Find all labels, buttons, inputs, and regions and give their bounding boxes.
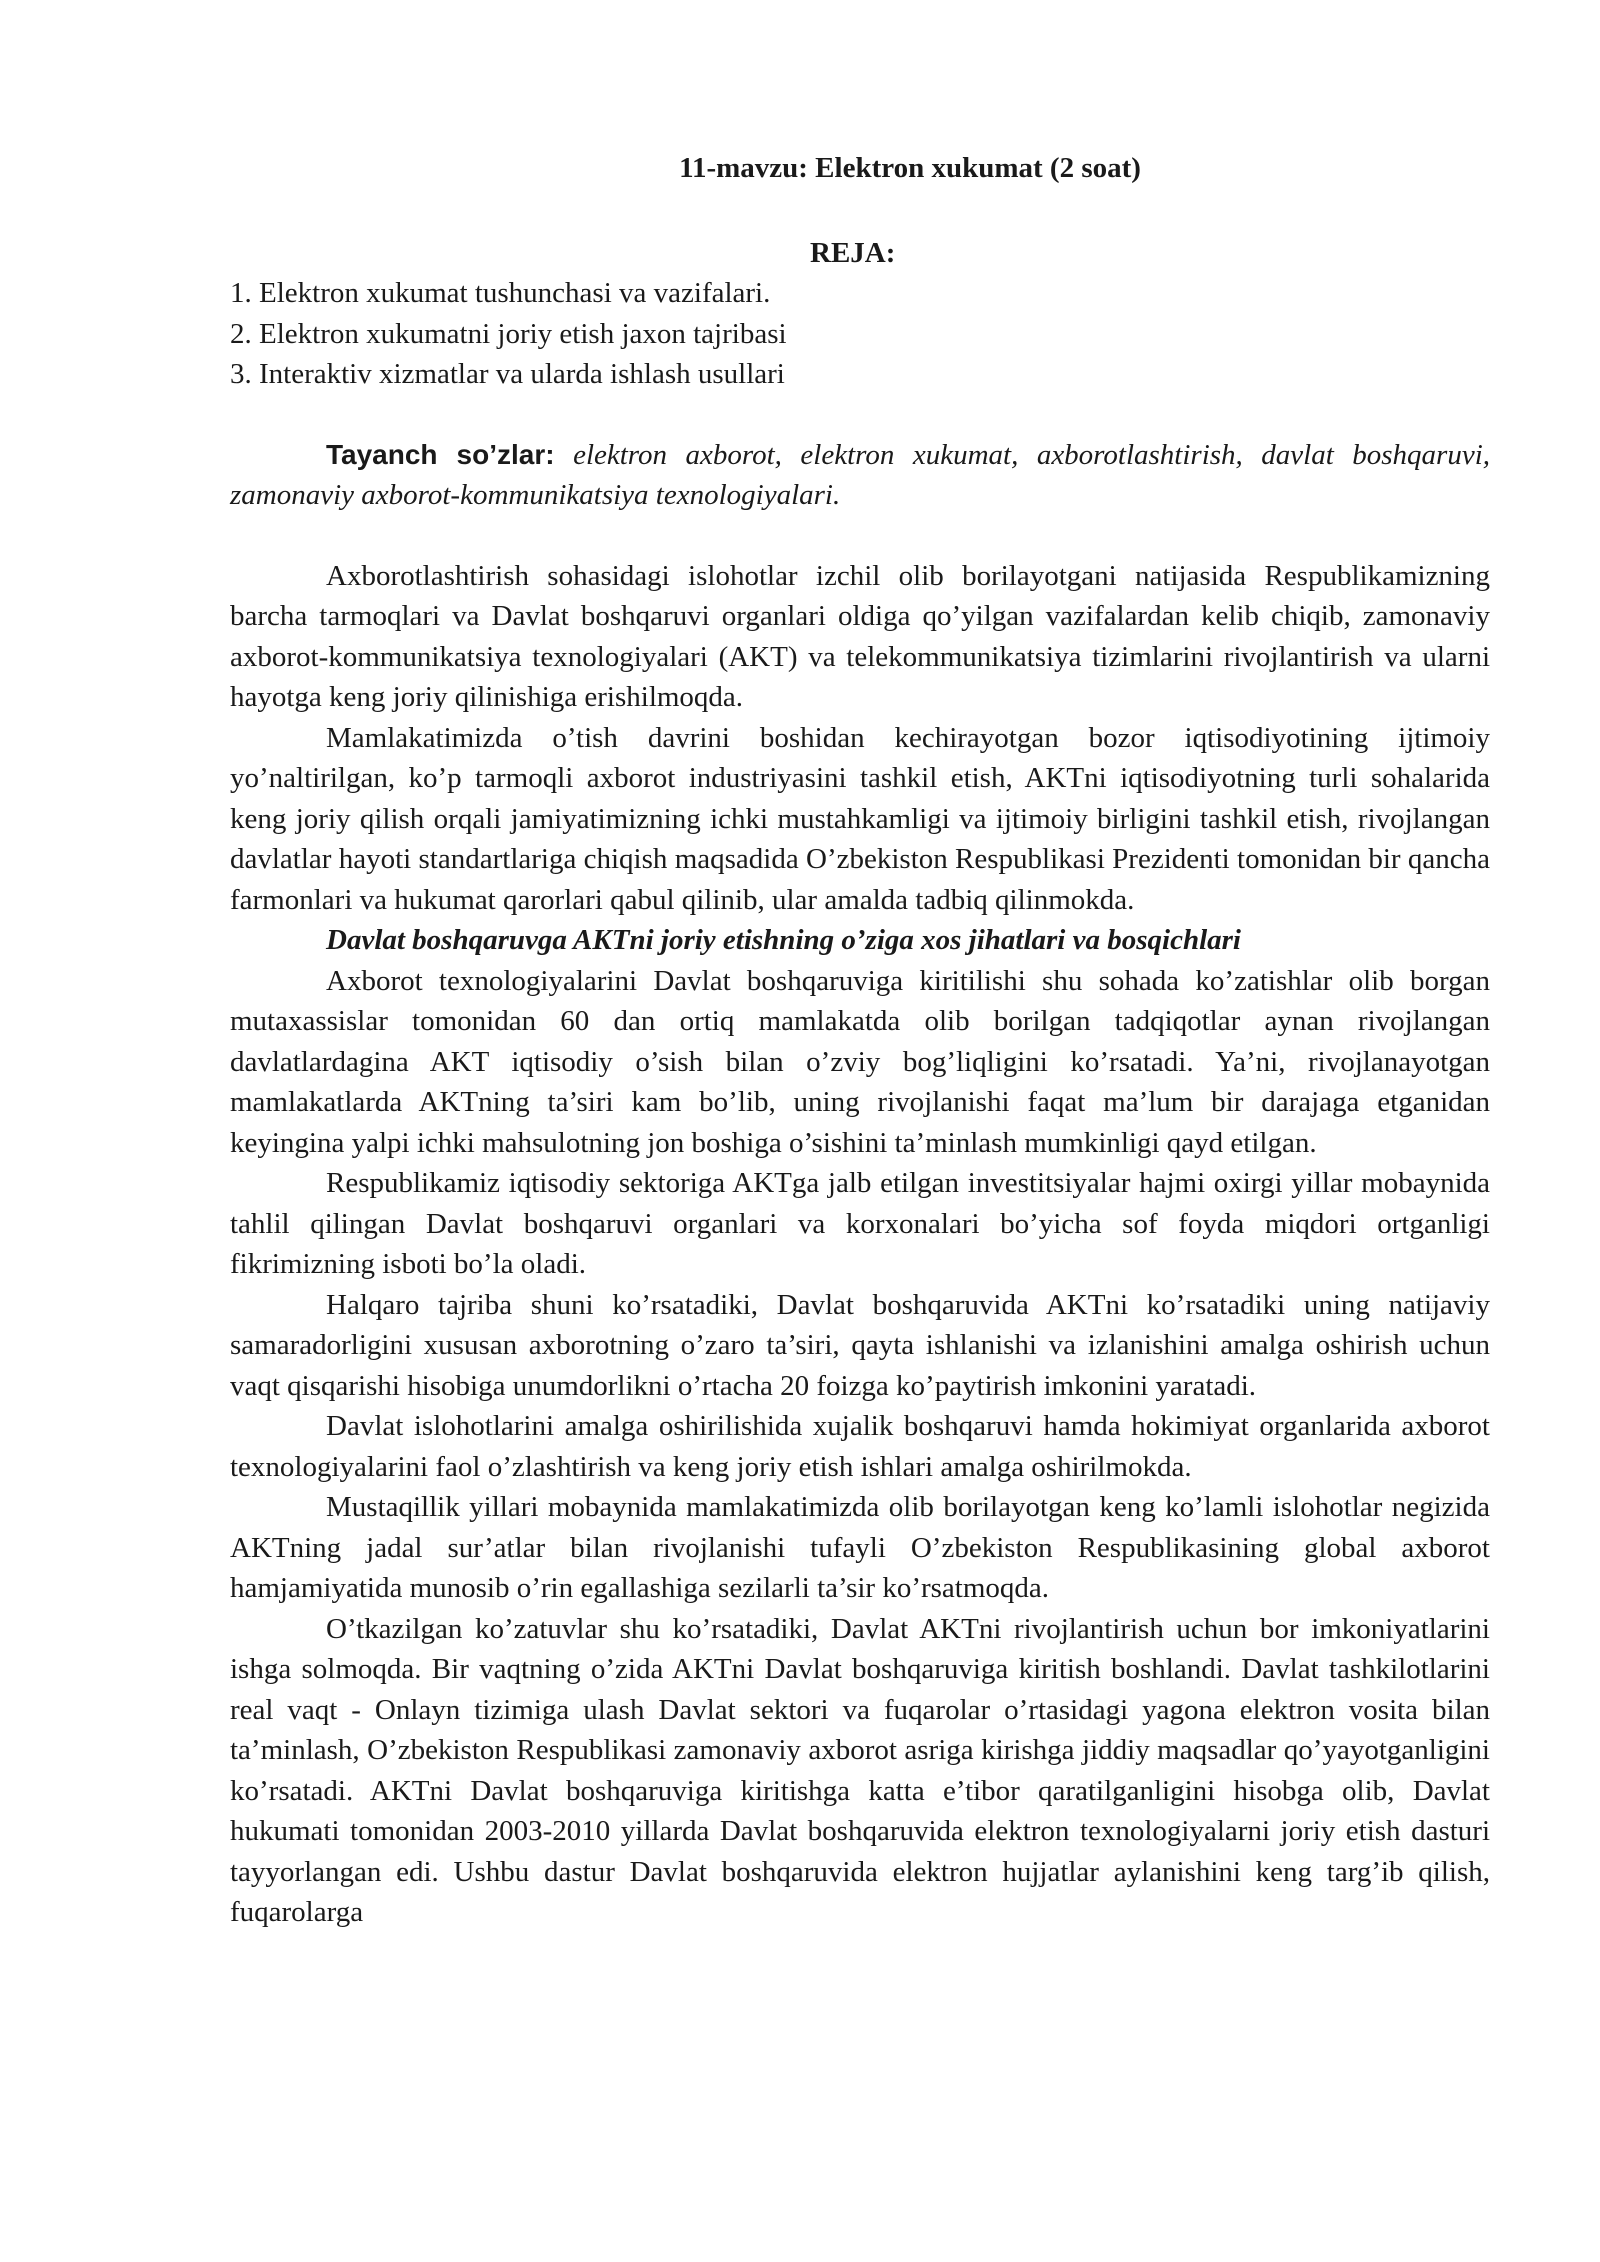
body-paragraph: Mustaqillik yillari mobaynida mamlakatimizda olib borilayotgan keng ko’lamli islohotlar negizida AKTning jadal sur’atlar bilan rivojlanishi tufayli O’zbekiston Respublikasining global axborot hamjamiyatida munosib o’rin egallashiga sezilarli ta’sir ko’rsatmoqda.: [230, 1491, 1490, 1604]
section-subheading: Davlat boshqaruvga AKTni joriy etishning o’ziga xos jihatlari va bosqichlari: [326, 924, 1241, 956]
plan-heading: REJA:: [810, 236, 896, 269]
keywords-text: elektron axborot, elektron xukumat, axborotlashtirish, davlat boshqaruvi, zamonaviy axborot-kommunikatsiya texnologiyalari.: [230, 438, 1491, 511]
keywords-label: Tayanch so’zlar:: [326, 438, 555, 470]
body-paragraph: Halqaro tajriba shuni ko’rsatadiki, Davlat boshqaruvida AKTni ko’rsatadiki uning natijaviy samaradorligini xususan axborotning o’zaro ta’siri, qayta ishlanishi va izlanishini amalga oshirish uchun vaqt qisqarishi hisobiga unumdorlikni o’rtacha 20 foizga ko’paytirish imkonini yaratadi.: [230, 1288, 1490, 1402]
plan-item: 2. Elektron xukumatni joriy etish jaxon tajribasi: [230, 317, 787, 350]
plan-item: 1. Elektron xukumat tushunchasi va vazifalari.: [230, 277, 771, 309]
plan-list: [230, 273, 1490, 395]
body-paragraph: Axborotlashtirish sohasidagi islohotlar izchil olib borilayotgani natijasida Respublikamizning barcha tarmoqlari va Davlat boshqaruvi organlari oldiga qo’yilgan vazifalardan kelib chiqib, zamonaviy axborot-kommunikatsiya texnologiyalari (AKT) va telekommunikatsiya tizimlarini rivojlantirish va ularni hayotga keng joriy qilinishiga erishilmoqda.: [230, 559, 1490, 713]
body-paragraph: O’tkazilgan ko’zatuvlar shu ko’rsatadiki, Davlat AKTni rivojlantirish uchun bor imkoniyatlarini ishga solmoqda. Bir vaqtning o’zida AKTni Davlat boshqaruviga kiritish boshlandi. Davlat tashkilotlarini real vaqt - Onlayn tizimiga ulash Davlat sektori va fuqarolar o’rtasidagi yagona elektron vosita bilan ta’minlash, O’zbekiston Respublikasi zamonaviy axborot asriga kirishga jiddiy maqsadlar qo’yayotganligini ko’rsatadi. AKTni Davlat boshqaruviga kiritishga katta e’tibor qaratilganligini hisobga olib, Davlat hukumati tomonidan 2003-2010 yillarda Davlat boshqaruvida elektron texnologiyalarni joriy etish dasturi tayyorlangan edi. Ushbu dastur Davlat boshqaruvida elektron hujjatlar aylanishini keng targ’ib qilish, fuqarolarga: [230, 1612, 1490, 1928]
body-paragraph: Respublikamiz iqtisodiy sektoriga AKTga jalb etilgan investitsiyalar hajmi oxirgi yillar mobaynida tahlil qilingan Davlat boshqaruvi organlari va korxonalari bo’yicha sof foyda miqdori ortganligi fikrimizning isboti bo’la oladi.: [230, 1167, 1490, 1280]
page-title: 11-mavzu: Elektron xukumat (2 soat): [679, 152, 1141, 184]
keywords-paragraph: [230, 435, 1490, 516]
body-paragraph: Mamlakatimizda o’tish davrini boshidan kechirayotgan bozor iqtisodiyotining ijtimoiy yo’naltirilgan, ko’p tarmoqli axborot industriyasini tashkil etish, AKTni iqtisodiyotning turli sohalarida keng joriy qilish orqali jamiyatimizning ichki mustahkamligi va ijtimoiy birligini tashkil etish, rivojlangan davlatlar hayoti standartlariga chiqish maqsadida O’zbekiston Respublikasi Prezidenti tomonidan bir qancha farmonlari va hukumat qarorlari qabul qilinib, ular amalda tadbiq qilinmokda.: [230, 721, 1490, 916]
document-page: [230, 148, 1490, 1933]
plan-item: 3. Interaktiv xizmatlar va ularda ishlash usullari: [230, 358, 785, 390]
body-paragraph: Davlat islohotlarini amalga oshirilishida xujalik boshqaruvi hamda hokimiyat organlarida axborot texnologiyalarini faol o’zlashtirish va keng joriy etish ishlari amalga oshirilmokda.: [230, 1410, 1490, 1483]
body-paragraph: Axborot texnologiyalarini Davlat boshqaruviga kiritilishi shu sohada ko’zatishlar olib borgan mutaxassislar tomonidan 60 dan ortiq mamlakatda olib borilgan tadqiqotlar aynan rivojlangan davlatlardagina AKT iqtisodiy o’sish bilan o’zviy bog’liqligini ko’rsatadi. Ya’ni, rivojlanayotgan mamlakatlarda AKTning ta’siri kam bo’lib, uning rivojlanishi faqat ma’lum bir darajaga etganidan keyingina yalpi ichki mahsulotning jon boshiga o’sishini ta’minlash mumkinligi qayd etilgan.: [230, 964, 1490, 1159]
